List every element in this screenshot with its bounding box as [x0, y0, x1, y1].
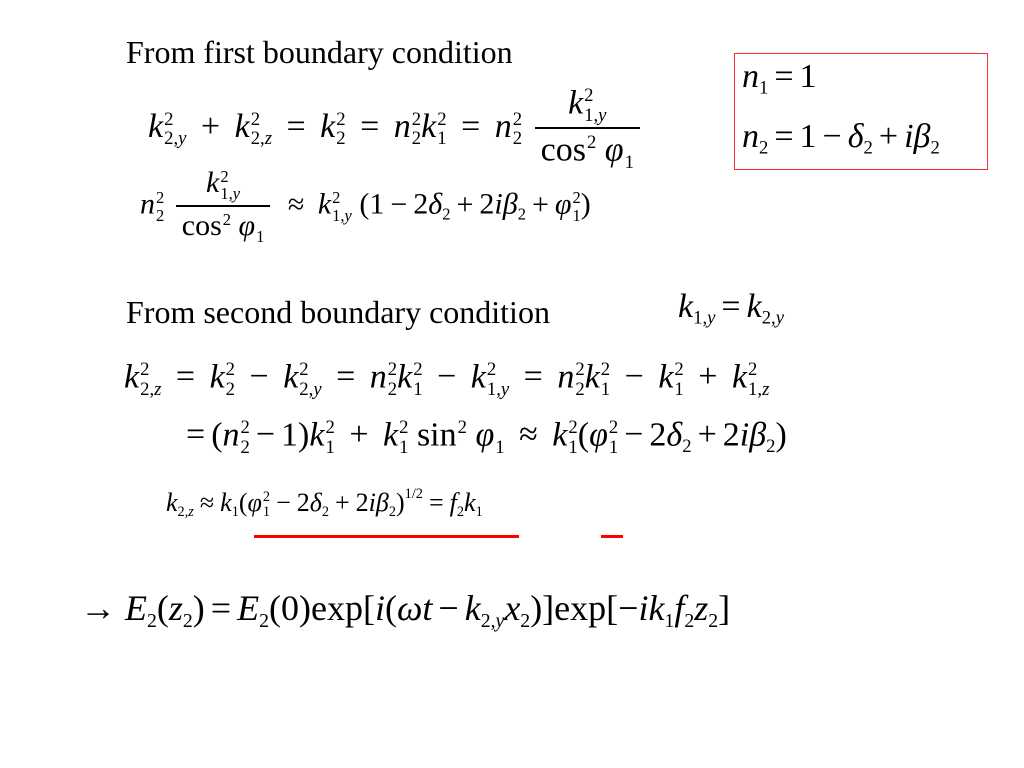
heading-second-boundary: From second boundary condition [126, 294, 550, 330]
equation-transmitted-field: → $E_2(z_2) = E_2(0)\exp[i(\omega t - k_{2,y}x_2)]\exp[-ik_1f_2z_2]$ [80, 588, 731, 632]
equation-second-boundary-1: k 2 2,z = k 2 2 − k 2 2,y = n 2 2 k 2 1 − k 2 1,y = n 2 2 k 2 1 − k 2 1 + k 2 1,z [124, 358, 770, 400]
equation-k2z-approx: $k_{2,z} \approx k_1(\varphi$ 2 1 − $2\delta_2 + 2i\beta_2)^{1/2} = f_2k_1$ [166, 486, 483, 521]
fraction-k1y-over-cos-2: k 2 1,y cos 2 φ 1 [176, 168, 271, 245]
equation-n1: $n_1 = 1$ [742, 58, 817, 99]
equation-first-boundary-2: n 2 2 k 2 1,y cos 2 φ 1 ≈ k 2 1,y ($1 - 2\delta_2 + 2i\beta_2 + \varphi$ 2 1 ) [140, 166, 591, 246]
underline-f2k1 [601, 535, 623, 538]
heading-first-boundary: From first boundary condition [126, 34, 513, 70]
equation-n2: $n_2 = 1 - \delta_2 + i\beta_2$ [742, 118, 940, 159]
equation-first-boundary-1: k 2 2,y + k 2 2,z = k 2 2 = n 2 2 k 2 1 = n 2 2 k 2 1,y cos 2 φ 1 [148, 86, 644, 173]
fraction-k1y-over-cos: k 2 1,y cos 2 φ 1 [535, 86, 640, 173]
equation-k1y-equals-k2y: $k_{1,y} = k_{2,y}$ [678, 288, 784, 329]
underline-sqrt-term [254, 535, 519, 538]
equation-second-boundary-2: = (n 2 2 − 1)k 2 1 + k 2 1 sin 2 φ 1 ≈ k 2 1 (φ 2 1 − $2\delta_2 + 2i\beta_2$) [186, 416, 787, 458]
